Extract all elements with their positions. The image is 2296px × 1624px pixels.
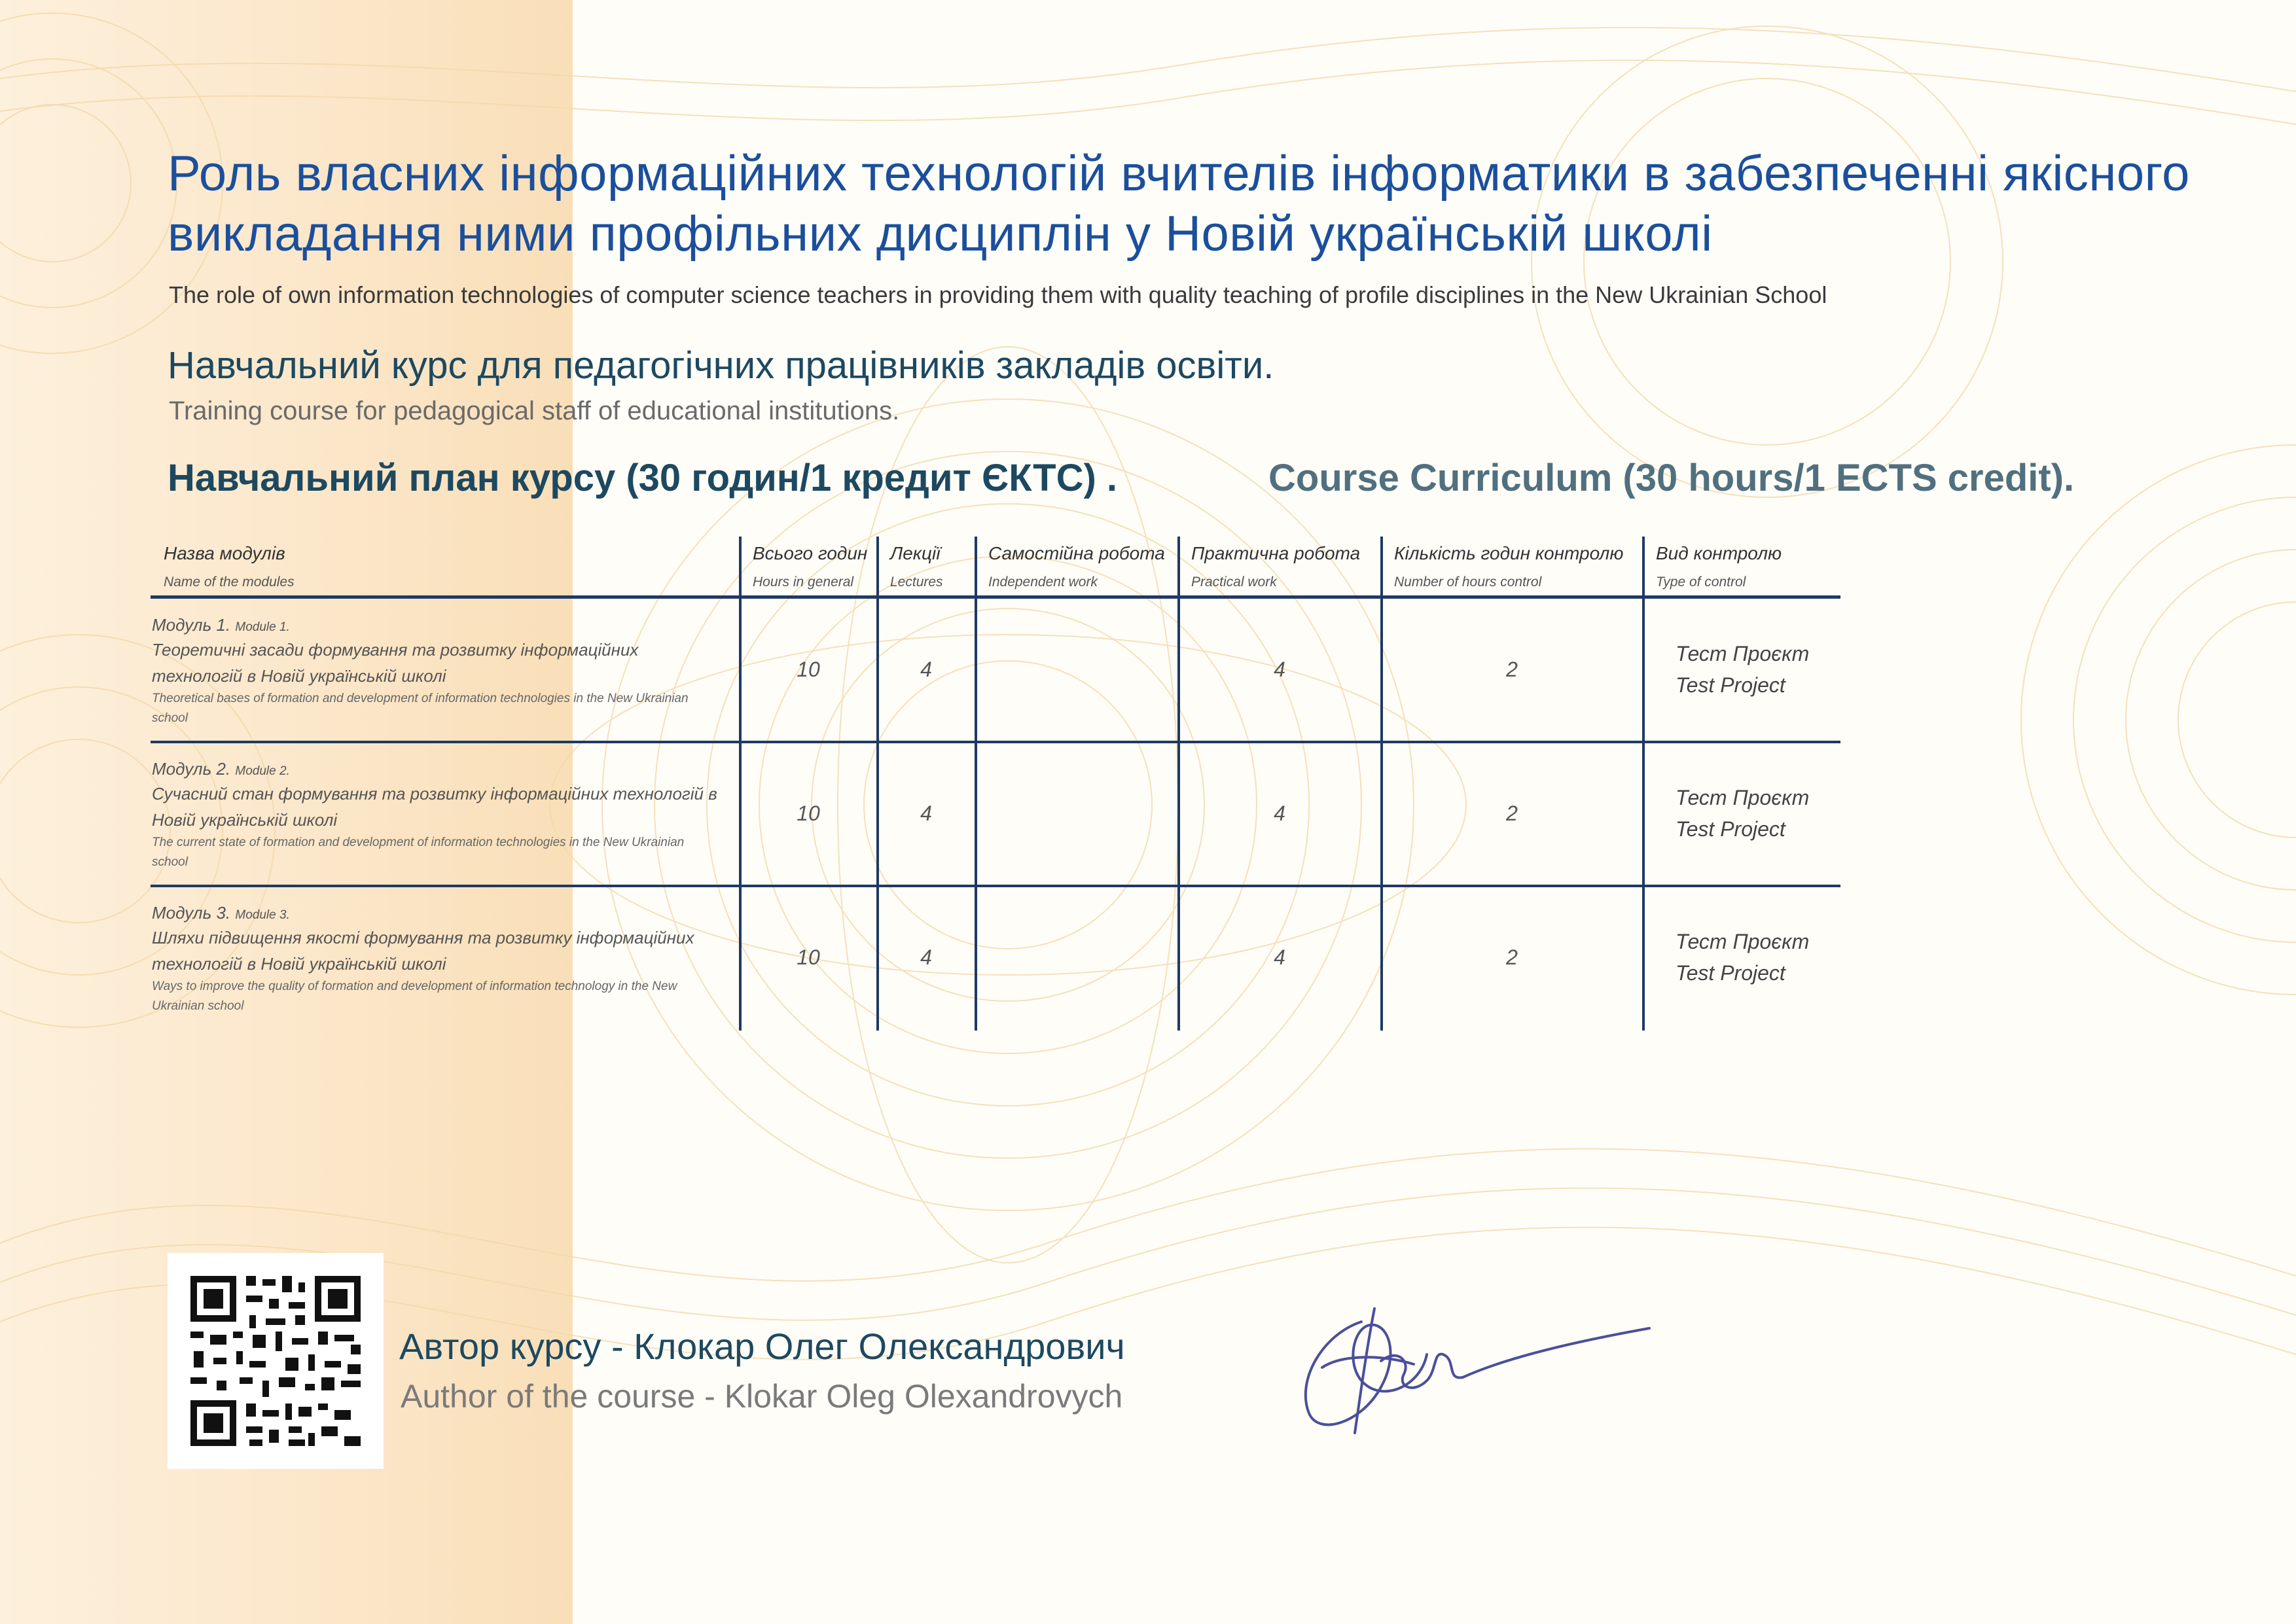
control-hours-value: 2 [1506,802,1518,825]
author-signature [1283,1282,1676,1446]
table-column-rule [1380,537,1383,1031]
practical-work-value: 4 [1274,658,1285,681]
module-label-en: Module 2. [235,764,290,778]
module-name-en: The current state of formation and development of information technologies in the New Ukrainian school [152,836,685,869]
header-practical-work: Практична робота [1191,543,1361,563]
qr-code [168,1253,384,1469]
header-control-type-en: Type of control [1656,574,1746,590]
header-modules: Назва модулів [164,543,285,563]
table-row [152,615,290,635]
header-practical-work-en: Practical work [1191,574,1277,590]
module-name: Теоретичні засади формування та розвитку інформаційних технологій в Новій українській школі [152,640,639,686]
qr-code-graphic [168,1253,384,1469]
control-type [1676,926,1809,989]
control-type-en: Test Project [1676,817,1785,841]
table-row-rule [151,741,1840,743]
table-row-rule [151,885,1840,887]
practical-work-value: 4 [1274,945,1285,969]
module-name-en: Ways to improve the quality of formation and development of information technology in the New Ukrainian school [152,980,677,1013]
control-hours-value: 2 [1506,945,1518,969]
header-control-hours-en: Number of hours control [1394,574,1542,590]
page-title-english: The role of own information technologies of computer science teachers in providing them with quality teaching of profile disciplines in the New Ukrainian School [169,281,1827,308]
control-type [1676,782,1809,845]
total-hours-value: 10 [797,802,820,825]
control-hours-value: 2 [1506,658,1518,681]
course-description: Навчальний курс для педагогічних працівників закладів освіти. [168,344,1274,387]
practical-work-value: 4 [1274,802,1285,825]
total-hours-value: 10 [797,945,820,969]
module-label: Модуль 2. [152,759,231,779]
control-type [1676,638,1809,701]
header-lectures: Лекції [890,543,941,563]
curriculum-heading-english: Course Curriculum (30 hours/1 ECTS credit). [1268,457,2075,499]
table-column-rule [739,537,742,1031]
control-type-en: Test Project [1676,673,1785,697]
course-description-english: Training course for pedagogical staff of educational institutions. [169,397,900,425]
header-control-hours: Кількість годин контролю [1394,543,1624,563]
header-lectures-en: Lectures [890,574,943,590]
table-column-rule [1177,537,1180,1031]
page-title: Роль власних інформаційних технологій вчителів інформатики в забезпеченні якісного викладання ними профільних дисциплін у Новій українській школі [168,146,2190,262]
table-row [152,903,290,923]
control-type-ua: Тест Проєкт [1676,786,1810,809]
module-label-en: Module 1. [235,620,290,634]
control-type-ua: Тест Проєкт [1676,930,1810,953]
table-column-rule [975,537,977,1031]
header-total-hours-en: Hours in general [753,574,854,590]
header-total-hours: Всього годин [753,543,868,563]
table-row [152,759,290,779]
author-name-english: Author of the course - Klokar Oleg Olexandrovych [401,1378,1123,1415]
header-independent-work-en: Independent work [988,574,1098,590]
header-independent-work: Самостійна робота [988,543,1165,563]
lectures-value: 4 [920,658,932,681]
header-control-type: Вид контролю [1656,543,1782,563]
table-column-rule [1642,537,1645,1031]
module-label: Модуль 1. [152,615,231,635]
lectures-value: 4 [920,945,932,969]
control-type-ua: Тест Проєкт [1676,642,1810,665]
module-name: Шляхи підвищення якості формування та розвитку інформаційних технологій в Новій українській школі [152,928,694,974]
lectures-value: 4 [920,802,932,825]
curriculum-heading: Навчальний план курсу (30 годин/1 кредит ЄКТС) . [168,457,1117,499]
module-label: Модуль 3. [152,903,231,923]
module-label-en: Module 3. [235,908,290,922]
module-name-en: Theoretical bases of formation and development of information technologies in the New Ukrainian school [152,692,689,725]
table-column-rule [876,537,879,1031]
author-name: Автор курсу - Клокар Олег Олександрович [399,1326,1125,1367]
module-name: Сучасний стан формування та розвитку інформаційних технологій в Новій українській школі [152,784,717,830]
control-type-en: Test Project [1676,961,1785,985]
table-header-rule [151,595,1840,599]
header-modules-en: Name of the modules [164,574,295,590]
total-hours-value: 10 [797,658,820,681]
